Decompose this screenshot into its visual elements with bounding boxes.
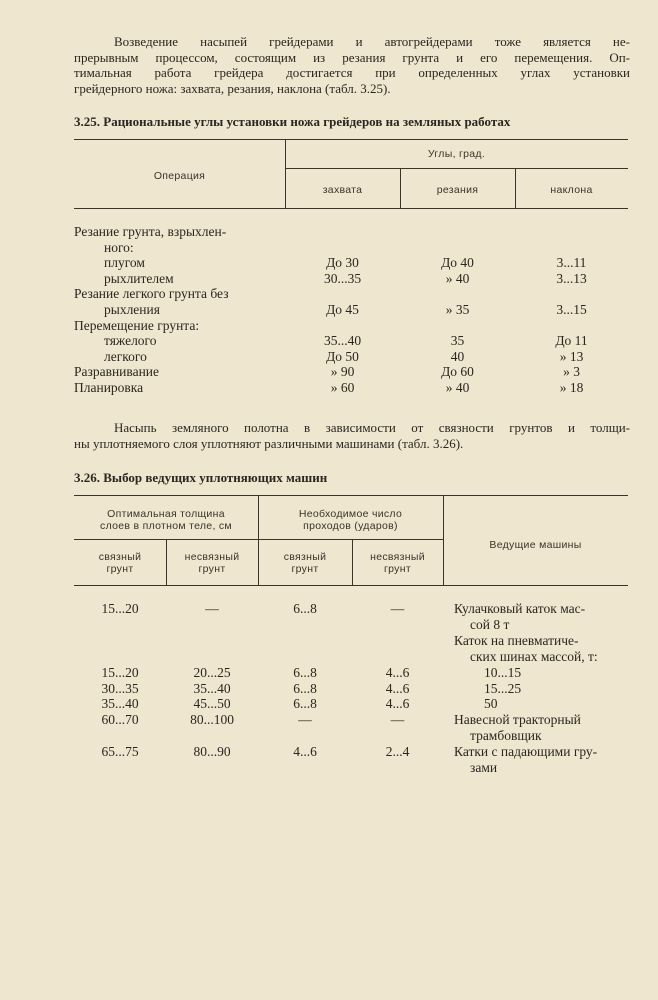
table-cell-tilt: » 13 bbox=[559, 348, 584, 364]
table-cell-machine: трамбовщик bbox=[470, 728, 542, 744]
table-cell-p_coh: — bbox=[298, 712, 312, 728]
table-cell-p_coh: 6...8 bbox=[293, 601, 317, 616]
table-cell-label: Планировка bbox=[74, 380, 144, 395]
table-cell-label: ного: bbox=[104, 239, 134, 255]
table-cell-t_coh: 30...35 bbox=[101, 680, 139, 696]
header-passes-l1: Необходимое число bbox=[298, 508, 403, 520]
table-cell-tilt: До 11 bbox=[555, 333, 588, 349]
table-3-26-top-rule bbox=[74, 495, 628, 496]
table-cell-t_non: — bbox=[205, 601, 219, 616]
table-cell-p_non: 4...6 bbox=[385, 664, 410, 680]
header-cohesive-thickness bbox=[74, 551, 166, 575]
header-noncohesive-passes bbox=[352, 551, 443, 575]
table-cell-label: рыхлителем bbox=[104, 270, 174, 286]
table-cell-p_non: 2...4 bbox=[385, 744, 410, 760]
table-cell-machine: Катки с падающими гру- bbox=[454, 744, 598, 760]
table-cell-t_non: 20...25 bbox=[193, 664, 231, 680]
header-machines: Ведущие машины bbox=[489, 539, 582, 551]
table-cell-machine: Кулачковый каток мас- bbox=[454, 601, 586, 616]
header-cohesive-passes bbox=[258, 551, 352, 575]
table-3-26-header-rule bbox=[74, 585, 628, 586]
table-cell-capture: 35...40 bbox=[323, 333, 362, 349]
table-cell-machine: 50 bbox=[484, 696, 498, 712]
table-cell-t_coh: 15...20 bbox=[101, 664, 139, 680]
table-cell-machine: сой 8 т bbox=[470, 616, 510, 632]
header-thickness-l2: слоев в плотном теле, см bbox=[100, 520, 232, 532]
table-cell-capture: До 30 bbox=[326, 255, 359, 271]
table-cell-t_non: 35...40 bbox=[193, 680, 231, 696]
table-cell-tilt: 3...11 bbox=[556, 255, 587, 271]
table-cell-machine: зами bbox=[470, 760, 498, 775]
table-cell-machine: 10...15 bbox=[484, 664, 522, 680]
table-cell-t_non: 80...90 bbox=[193, 744, 231, 760]
table-cell-p_coh: 6...8 bbox=[293, 664, 317, 680]
header-thickness-l1: Оптимальная толщина bbox=[107, 508, 225, 520]
table-cell-tilt: 3...13 bbox=[556, 270, 587, 286]
table-cell-p_non: 4...6 bbox=[385, 696, 410, 712]
table-3-25-header-rule bbox=[74, 208, 628, 209]
table-cell-cutting: До 40 bbox=[441, 255, 474, 271]
table-cell-p_non: 4...6 bbox=[385, 680, 410, 696]
table-cell-cutting: » 40 bbox=[445, 270, 470, 286]
table-cell-cutting: До 60 bbox=[441, 364, 474, 380]
table-cell-t_coh: 65...75 bbox=[101, 744, 139, 760]
table-cell-tilt: » 3 bbox=[563, 364, 580, 380]
header-cohesive-l1: связный bbox=[98, 551, 142, 563]
middle-line: Насыпь земляного полотна в зависимости от связности грунтов и толщи- bbox=[114, 420, 630, 435]
table-cell-machine: 15...25 bbox=[484, 680, 522, 696]
header-noncohesive-l1: несвязный bbox=[370, 551, 425, 563]
table-cell-t_coh: 35...40 bbox=[101, 696, 139, 712]
header-noncohesive-l2: грунт bbox=[384, 563, 411, 575]
table-cell-cutting: » 35 bbox=[445, 302, 470, 317]
table-cell-label: рыхления bbox=[104, 302, 160, 317]
table-3-25-top-rule bbox=[74, 139, 628, 140]
intro-line: тимальная работа грейдера достигается при определенных углах установки bbox=[74, 65, 630, 80]
table-cell-p_coh: 6...8 bbox=[293, 680, 317, 696]
intro-line: грейдерного ножа: захвата, резания, наклона (табл. 3.25). bbox=[74, 80, 391, 96]
table-3-25-title: 3.25. Рациональные углы установки ножа грейдеров на земляных работах bbox=[74, 114, 511, 129]
table-cell-p_coh: 4...6 bbox=[293, 744, 317, 760]
table-cell-tilt: 3...15 bbox=[556, 302, 587, 317]
header-cohesive-l1: связный bbox=[283, 551, 327, 563]
header-passes bbox=[258, 508, 443, 532]
header-noncohesive-l2: грунт bbox=[198, 563, 226, 575]
header-cohesive-l2: грунт bbox=[106, 563, 134, 575]
table-cell-tilt: » 18 bbox=[559, 380, 584, 395]
table-cell-cutting: 35 bbox=[450, 333, 465, 349]
table-cell-t_coh: 15...20 bbox=[101, 601, 139, 616]
intro-paragraph bbox=[74, 34, 630, 96]
header-cohesive-l2: грунт bbox=[291, 563, 319, 575]
table-cell-label: легкого bbox=[104, 348, 147, 364]
table-3-26-mid-rule bbox=[74, 539, 443, 540]
table-cell-capture: » 60 bbox=[330, 380, 355, 395]
header-angles: Углы, град. bbox=[427, 148, 486, 160]
table-cell-machine: Навесной тракторный bbox=[454, 712, 581, 728]
table-cell-machine: ских шинах массой, т: bbox=[470, 648, 598, 664]
table-cell-t_coh: 60...70 bbox=[101, 712, 139, 728]
intro-line: прерывным процессом, состоящим из резания грунта и его перемещения. Оп- bbox=[74, 49, 630, 65]
header-tilt: наклона bbox=[550, 184, 593, 196]
table-cell-cutting: 40 bbox=[450, 348, 465, 364]
table-cell-p_non: — bbox=[390, 712, 405, 728]
header-noncohesive-thickness bbox=[166, 551, 258, 575]
table-3-25-mid-rule bbox=[285, 168, 628, 169]
table-cell-label: Резание грунта, взрыхлен- bbox=[74, 224, 227, 239]
table-cell-label: тяжелого bbox=[104, 333, 157, 349]
header-passes-l2: проходов (ударов) bbox=[303, 520, 398, 532]
table-cell-label: Разравнивание bbox=[74, 364, 160, 380]
header-thickness bbox=[74, 508, 258, 532]
middle-line: ны уплотняемого слоя уплотняют различными машинами (табл. 3.26). bbox=[74, 435, 464, 451]
intro-line: Возведение насыпей грейдерами и автогрейдерами тоже является не- bbox=[114, 34, 630, 49]
header-noncohesive-l1: несвязный bbox=[184, 551, 240, 563]
table-cell-label: плугом bbox=[104, 255, 145, 271]
header-cutting: резания bbox=[436, 184, 479, 196]
table-cell-p_coh: 6...8 bbox=[293, 696, 317, 712]
header-operation: Операция bbox=[153, 170, 206, 182]
table-3-26-title: 3.26. Выбор ведущих уплотняющих машин bbox=[74, 470, 328, 485]
middle-paragraph bbox=[74, 420, 630, 451]
table-cell-t_non: 80...100 bbox=[190, 712, 234, 728]
table-cell-machine: Каток на пневматиче- bbox=[454, 632, 579, 648]
table-cell-label: Перемещение грунта: bbox=[74, 317, 200, 333]
table-cell-p_non: — bbox=[390, 601, 405, 616]
table-cell-capture: » 90 bbox=[330, 364, 355, 380]
table-cell-capture: До 50 bbox=[326, 348, 359, 364]
table-cell-capture: 30...35 bbox=[323, 270, 362, 286]
table-cell-label: Резание легкого грунта без bbox=[74, 286, 229, 302]
table-cell-t_non: 45...50 bbox=[193, 696, 231, 712]
table-cell-cutting: » 40 bbox=[445, 380, 470, 395]
table-cell-capture: До 45 bbox=[326, 302, 359, 317]
header-capture: захвата bbox=[322, 184, 363, 196]
